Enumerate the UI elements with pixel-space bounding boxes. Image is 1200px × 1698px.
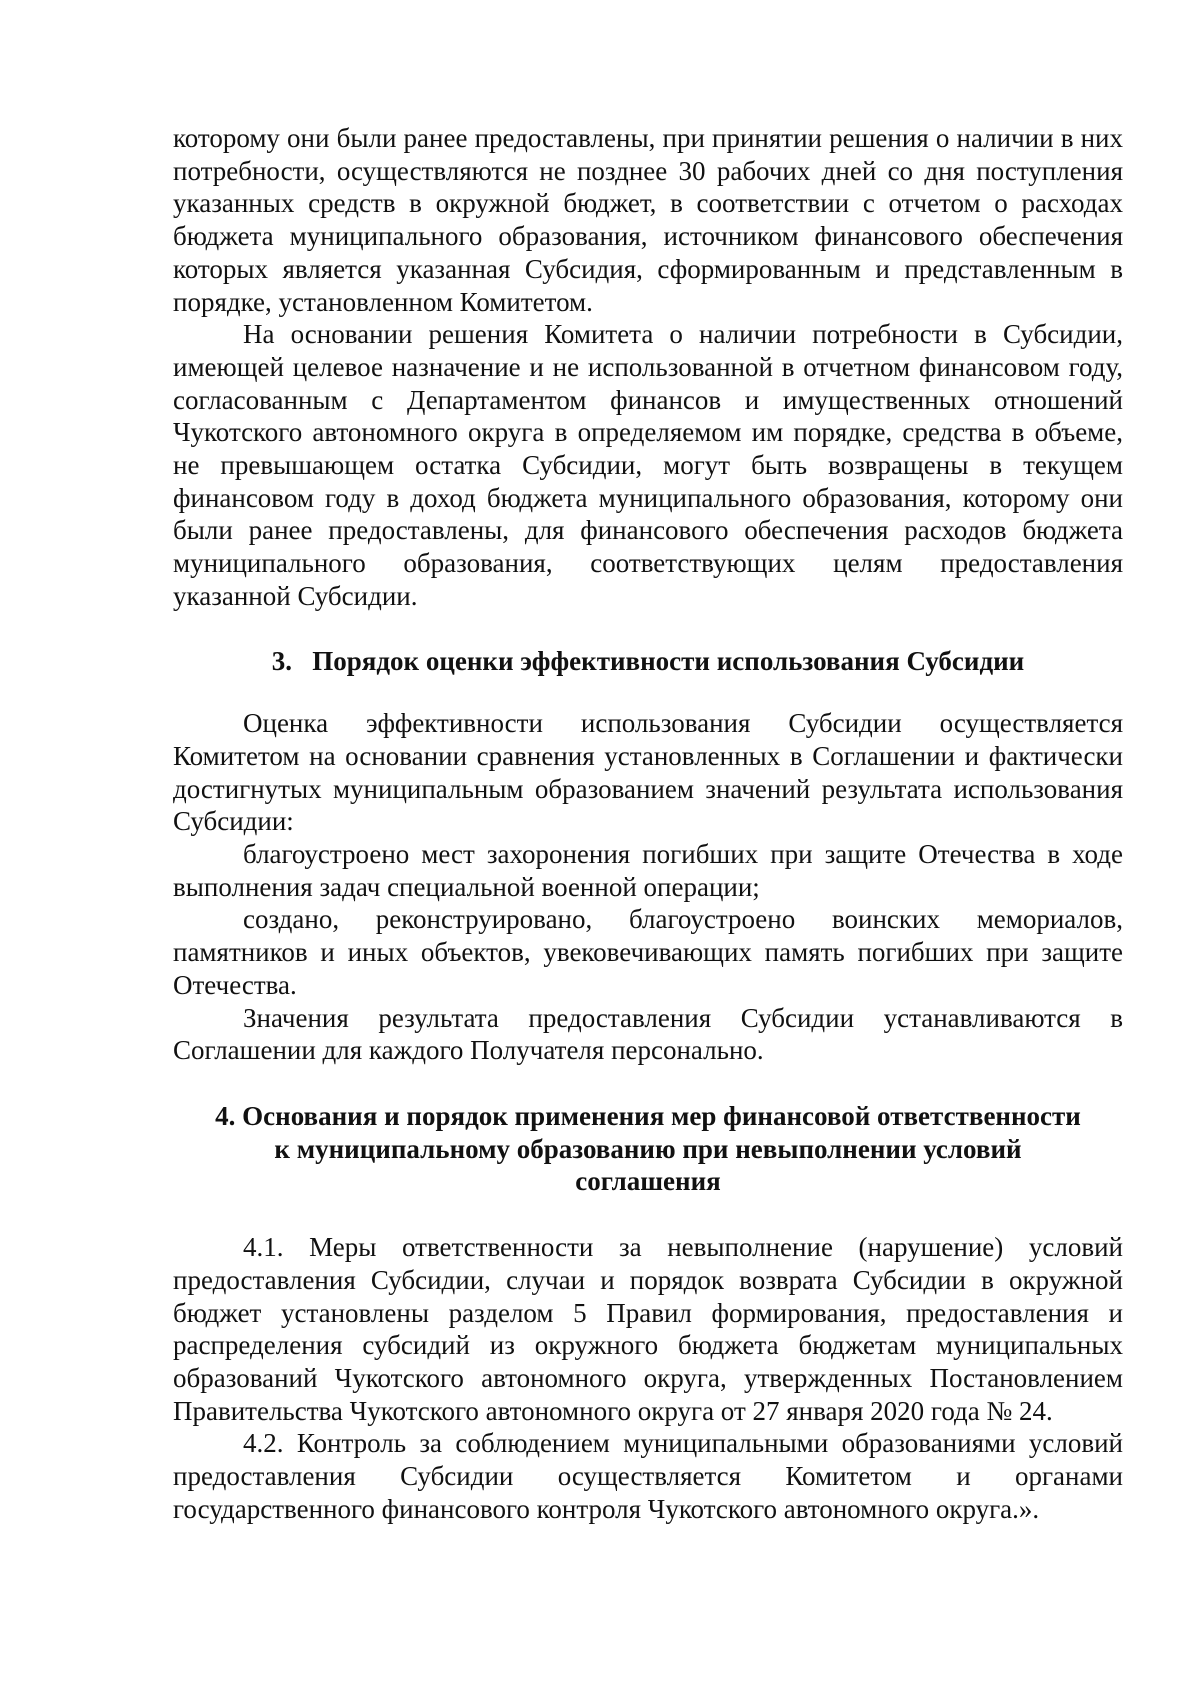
section-4-paragraph: 4.1. Меры ответственности за невыполнение (нарушение) условий предоставления Субсидии, случаи и порядок возврата Субсидии в окружной бюджет установлены разделом 5 Правил формирования, предоставления и распределения субсидий из окружного бюджета бюджетам муниципальных образований Чукотского автономного округа, утвержденных Постановлением Правительства Чукотского автономного округа от 27 января 2020 года № 24. (173, 1232, 1123, 1426)
spacer (173, 1067, 1123, 1100)
paragraph-continuation: которому они были ранее предоставлены, при принятии решения о наличии в них потребности, осуществляются не позднее 30 рабочих дней со дня поступления указанных средств в окружной бюджет, в соответствии с отчетом о расходах бюджета муниципального образования, источником финансового обеспечения которых является указанная Субсидия, сформированным и представленным в порядке, установленном Комитетом. (173, 123, 1123, 317)
paragraph-remaining-funds: На основании решения Комитета о наличии потребности в Субсидии, имеющей целевое назначение и не использованной в отчетном финансовом году, согласованным с Департаментом финансов и имущественных отношений Чукотского автономного округа в определяемом им порядке, средства в объеме, не превышающем остатка Субсидии, могут быть возвращены в текущем финансовом году в доход бюджета муниципального образования, которому они были ранее предоставлены, для финансового обеспечения расходов бюджета муниципального образования, соответствующих целям предоставления указанной Субсидии. (173, 319, 1123, 611)
spacer (173, 677, 1123, 707)
section-3-paragraph: создано, реконструировано, благоустроено воинских мемориалов, памятников и иных объектов, увековечивающих память погибших при защите Отечества. (173, 904, 1123, 1000)
section-4-title-line-1: 4. Основания и порядок применения мер финансовой ответственности (215, 1100, 1081, 1131)
spacer (173, 613, 1123, 645)
section-4-title-line-3: соглашения (575, 1166, 721, 1197)
section-4-title-line-2: к муниципальному образованию при невыполнении условий (274, 1133, 1022, 1164)
document-body (173, 122, 1123, 1525)
section-4-paragraph: 4.2. Контроль за соблюдением муниципальными образованиями условий предоставления Субсидии осуществляется Комитетом и органами государственного финансового контроля Чукотского автономного округа.». (173, 1428, 1123, 1524)
section-3-paragraph: благоустроено мест захоронения погибших при защите Отечества в ходе выполнения задач специальной военной операции; (173, 839, 1123, 902)
spacer (173, 1198, 1123, 1231)
section-3-paragraph: Оценка эффективности использования Субсидии осуществляется Комитетом на основании сравнения установленных в Соглашении и фактически достигнутых муниципальным образованием значений результата использования Субсидии: (173, 708, 1123, 837)
section-3-paragraph: Значения результата предоставления Субсидии устанавливаются в Соглашении для каждого Получателя персонально. (173, 1002, 1123, 1066)
section-3-title: 3. Порядок оценки эффективности использования Субсидии (271, 645, 1025, 676)
